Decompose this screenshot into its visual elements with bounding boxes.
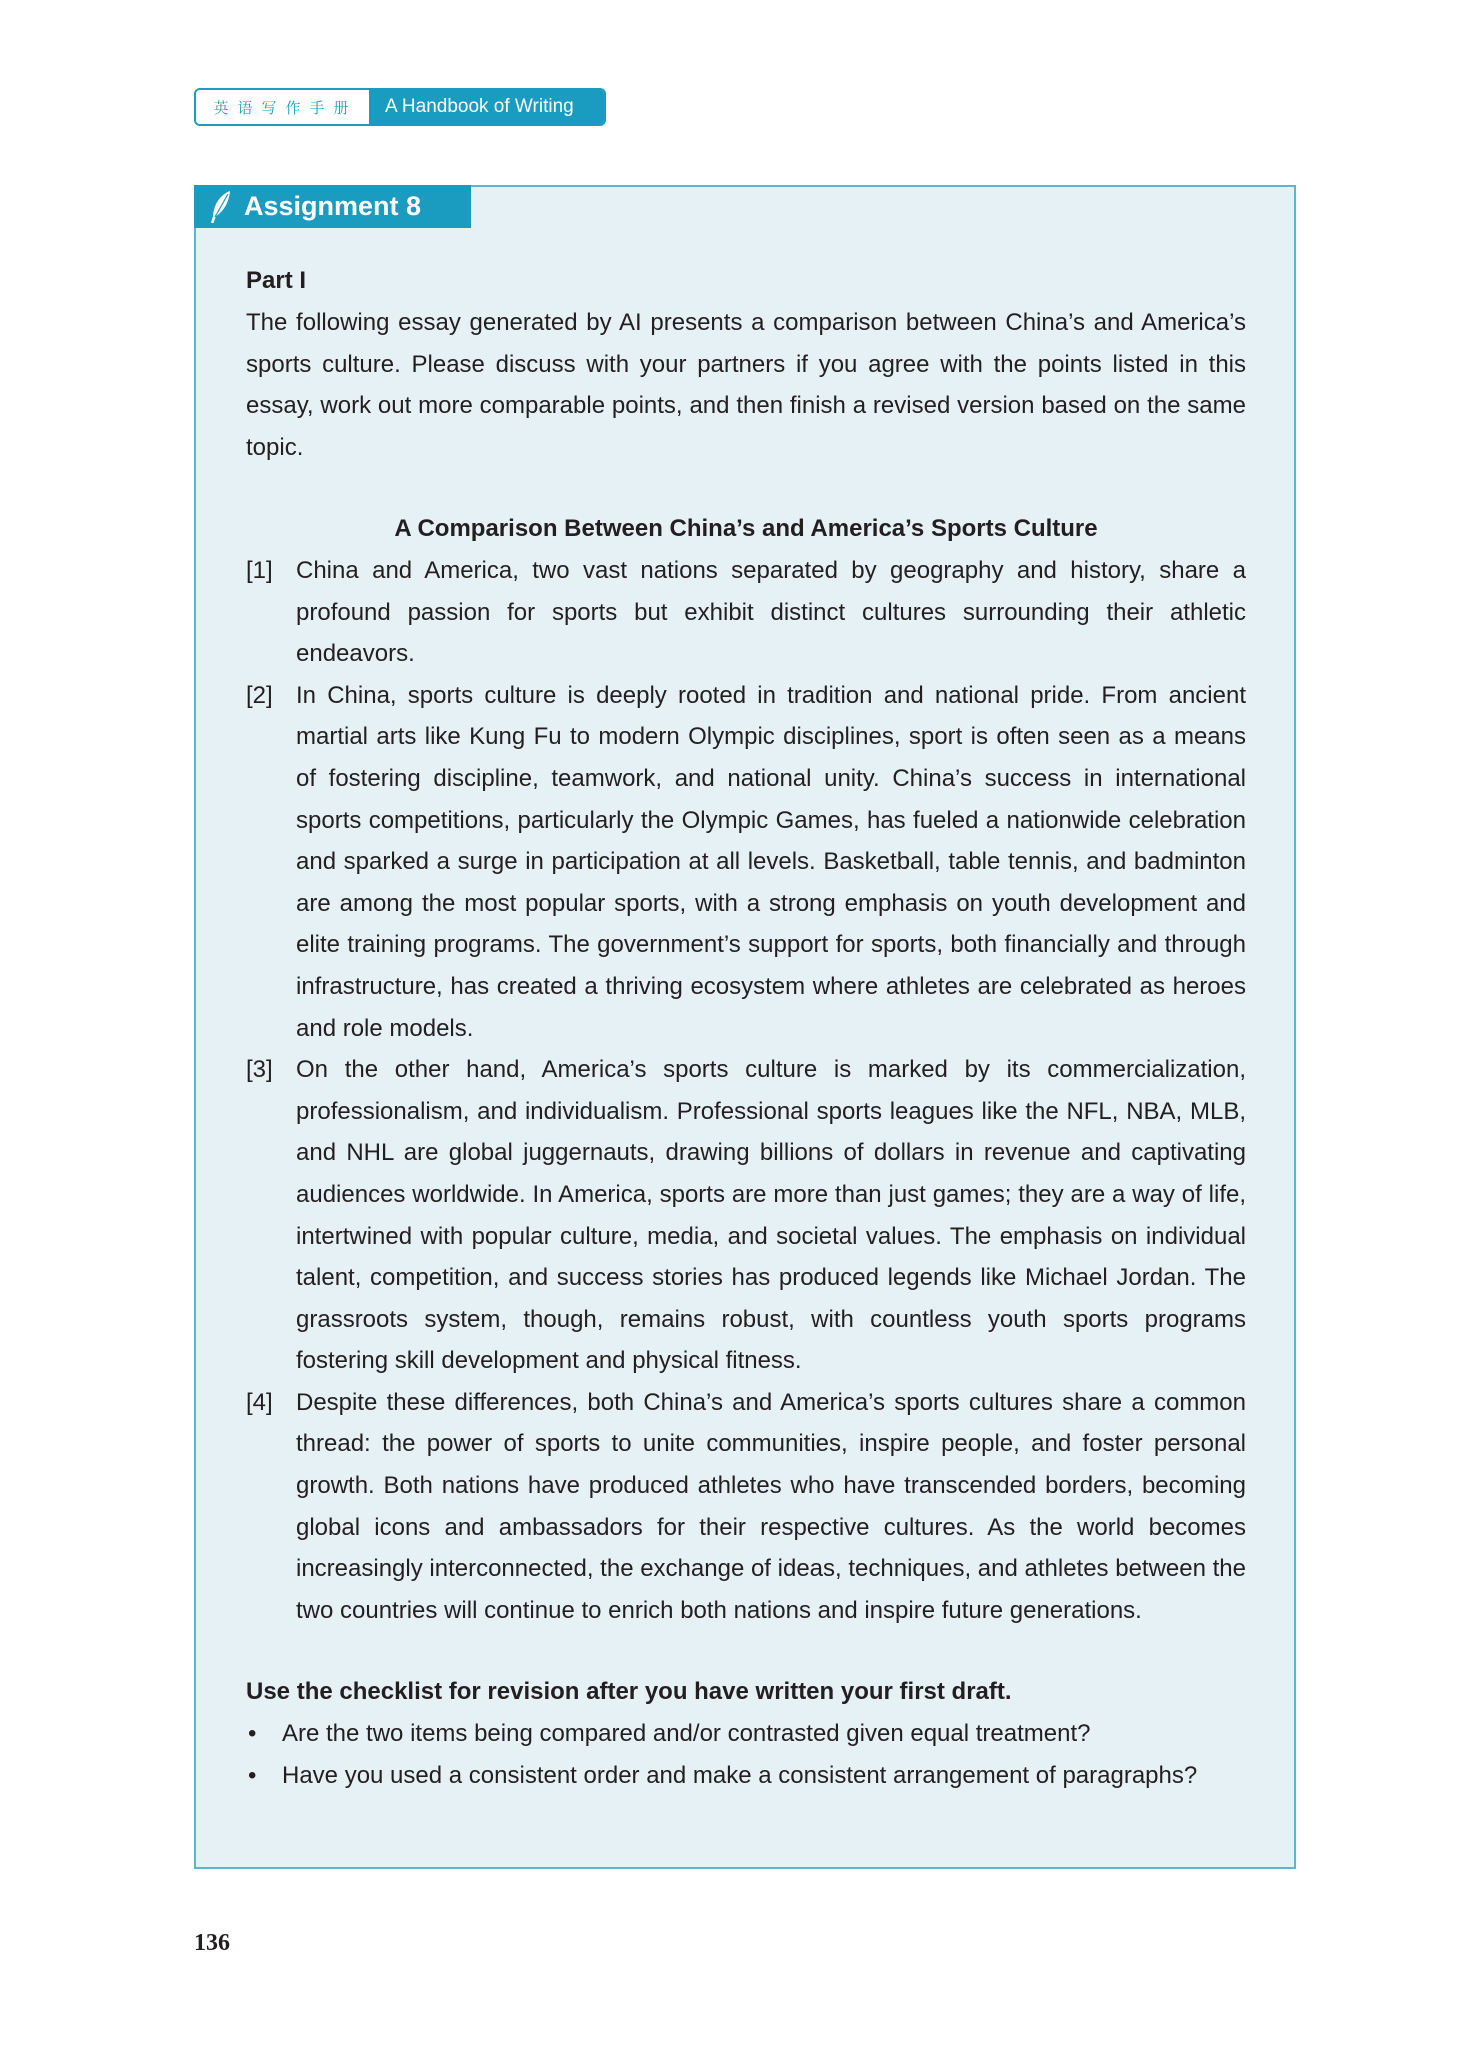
- paragraph-text: China and America, two vast nations separated by geography and history, share a profound passion for sports but exhibit distinct cultures surrounding their athletic endeavors.: [296, 557, 1246, 668]
- assignment-box: [194, 185, 1296, 1869]
- essay-paragraph: [246, 675, 1246, 1049]
- paragraph-text: On the other hand, America’s sports culture is marked by its commercialization, professionalism, and individualism. Professional sports leagues like the NFL, NBA, MLB, and NHL are global juggernauts, drawing billions of dollars in revenue and captivating audiences worldwide. In America, sports are more than just games; they are a way of life, intertwined with popular culture, media, and societal values. The emphasis on individual talent, competition, and success stories has produced legends like Michael Jordan. The grassroots system, though, remains robust, with countless youth sports programs fostering skill development and physical fitness.: [296, 1056, 1246, 1375]
- part-label: Part I: [246, 267, 307, 294]
- paragraph-number: [4]: [246, 1388, 273, 1416]
- quill-pen-icon: [208, 190, 234, 224]
- paragraph-number: [3]: [246, 1056, 273, 1084]
- bullet-icon: •: [248, 1720, 257, 1748]
- part-instructions: The following essay generated by AI presents a comparison between China’s and America’s sports culture. Please discuss with your partners if you agree with the points listed in this essay, work out more comparable points, and then finish a revised version based on the same topic.: [246, 309, 1246, 461]
- paragraph-text: In China, sports culture is deeply rooted in tradition and national pride. From ancient martial arts like Kung Fu to modern Olympic disciplines, sport is often seen as a means of fostering discipline, teamwork, and national unity. China’s success in international sports competitions, particularly the Olympic Games, has fueled a nationwide celebration and sparked a surge in participation at all levels. Basketball, table tennis, and badminton are among the most popular sports, with a strong emphasis on youth development and elite training programs. The government’s support for sports, both financially and through infrastructure, has created a thriving ecosystem where athletes are celebrated as heroes and role models.: [296, 681, 1246, 1042]
- checklist-item: [246, 1713, 1246, 1755]
- essay-paragraph: [246, 550, 1246, 675]
- checklist-item-text: Are the two items being compared and/or contrasted given equal treatment?: [282, 1720, 1091, 1748]
- paragraph-number: [1]: [246, 557, 273, 584]
- essay-paragraph: [246, 1049, 1246, 1382]
- bullet-icon: •: [248, 1762, 257, 1790]
- assignment-title: Assignment 8: [244, 191, 422, 221]
- assignment-content: [246, 260, 1246, 1797]
- paragraph-number: [2]: [246, 681, 273, 709]
- essay-paragraph: [246, 1382, 1246, 1632]
- header-english-title: A Handbook of Writing: [369, 90, 604, 124]
- assignment-tab: [194, 185, 471, 228]
- checklist-item: [246, 1755, 1246, 1797]
- essay-title: A Comparison Between China’s and America’s Sports Culture: [394, 515, 1098, 542]
- checklist-item-text: Have you used a consistent order and make a consistent arrangement of paragraphs?: [282, 1762, 1198, 1790]
- page-number: 136: [194, 1930, 230, 1956]
- header-chinese-title: 英语写作手册: [196, 90, 369, 124]
- checklist-title: Use the checklist for revision after you have written your first draft.: [246, 1678, 1012, 1706]
- book-header-tag: [194, 88, 606, 126]
- paragraph-text: Despite these differences, both China’s and America’s sports cultures share a common thread: the power of sports to unite communities, inspire people, and foster personal growth. Both nations have produced athletes who have transcended borders, becoming global icons and ambassadors for their respective cultures. As the world becomes increasingly interconnected, the exchange of ideas, techniques, and athletes between the two countries will continue to enrich both nations and inspire future generations.: [296, 1388, 1246, 1624]
